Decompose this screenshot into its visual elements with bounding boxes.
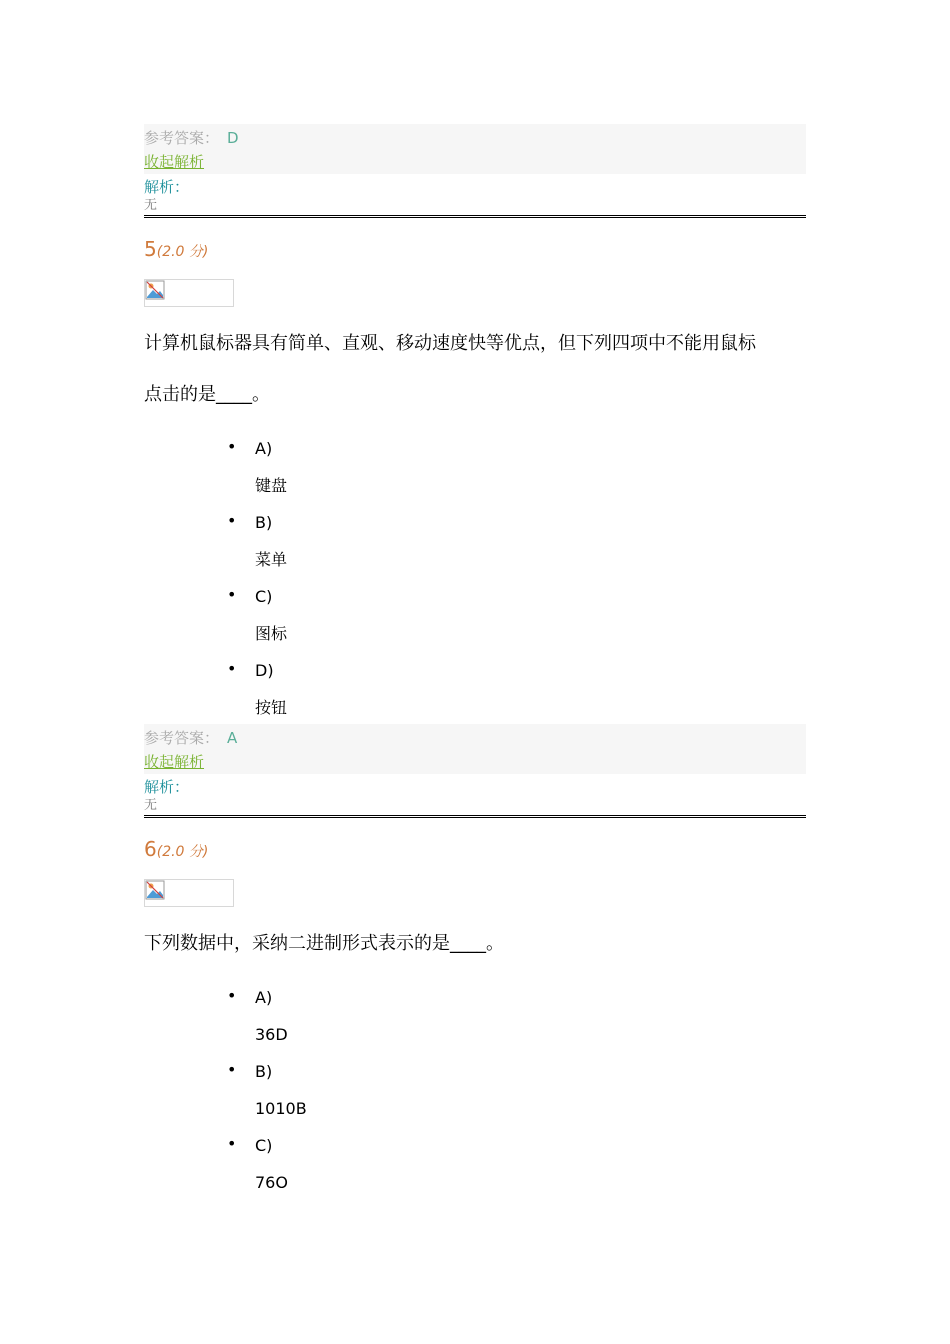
option-item[interactable] [227, 579, 806, 653]
bullet: • [227, 659, 237, 678]
reference-answer-value: A [227, 729, 238, 747]
option-letter: B) [255, 1062, 273, 1081]
option-text: 按钮 [255, 698, 288, 717]
option-item[interactable] [227, 431, 806, 505]
question-image [144, 279, 234, 307]
bullet: • [227, 437, 237, 456]
answer-section-4 [144, 124, 806, 218]
analysis-text: 无 [144, 198, 158, 213]
question-page [144, 0, 806, 1202]
bullet: • [227, 511, 237, 530]
bullet: • [227, 986, 237, 1005]
question-header [144, 235, 806, 263]
option-text: 76O [255, 1173, 288, 1192]
option-letter: A) [255, 439, 273, 458]
collapse-analysis-link[interactable]: 收起解析 [144, 153, 205, 171]
question-5 [144, 235, 806, 724]
question-image [144, 879, 234, 907]
answer-section-5 [144, 724, 806, 818]
question-text-line: 计算机鼠标器具有简单、直观、移动速度快等优点，但下列四项中不能用鼠标 [144, 333, 756, 354]
section-divider [144, 215, 806, 218]
option-text: 键盘 [255, 476, 288, 495]
bullet: • [227, 585, 237, 604]
question-text-line: 点击的是____。 [144, 384, 270, 405]
option-item[interactable] [227, 980, 806, 1054]
question-text [144, 918, 806, 969]
option-text: 图标 [255, 624, 288, 643]
collapse-analysis-link[interactable]: 收起解析 [144, 753, 205, 771]
reference-answer [144, 728, 237, 748]
analysis-label: 解析： [144, 778, 190, 796]
question-number: 5 [144, 237, 157, 261]
analysis-text: 无 [144, 798, 158, 813]
bullet: • [227, 1134, 237, 1153]
question-score: (2.0 分) [156, 244, 209, 260]
option-item[interactable] [227, 505, 806, 579]
option-list [227, 980, 806, 1202]
option-letter: C) [255, 587, 273, 606]
reference-answer-label: 参考答案： [144, 729, 220, 747]
option-item[interactable] [227, 1128, 806, 1202]
analysis-label: 解析： [144, 178, 190, 196]
option-text: 1010B [255, 1099, 307, 1118]
reference-answer-value: D [227, 129, 239, 147]
reference-answer [144, 128, 239, 148]
option-item[interactable] [227, 1054, 806, 1128]
section-divider [144, 815, 806, 818]
option-letter: C) [255, 1136, 273, 1155]
question-score: (2.0 分) [156, 844, 209, 860]
option-letter: D) [255, 661, 274, 680]
option-letter: A) [255, 988, 273, 1007]
answer-box [144, 724, 806, 774]
option-list [227, 431, 806, 724]
reference-answer-label: 参考答案： [144, 129, 220, 147]
question-header [144, 835, 806, 863]
question-number: 6 [144, 837, 157, 861]
bullet: • [227, 1060, 237, 1079]
question-text-line: 下列数据中，采纳二进制形式表示的是____。 [144, 933, 504, 954]
option-letter: B) [255, 513, 273, 532]
question-6 [144, 835, 806, 1202]
question-text [144, 318, 806, 420]
option-text: 36D [255, 1025, 288, 1044]
option-item[interactable] [227, 653, 806, 724]
option-text: 菜单 [255, 550, 288, 569]
answer-box [144, 124, 806, 174]
